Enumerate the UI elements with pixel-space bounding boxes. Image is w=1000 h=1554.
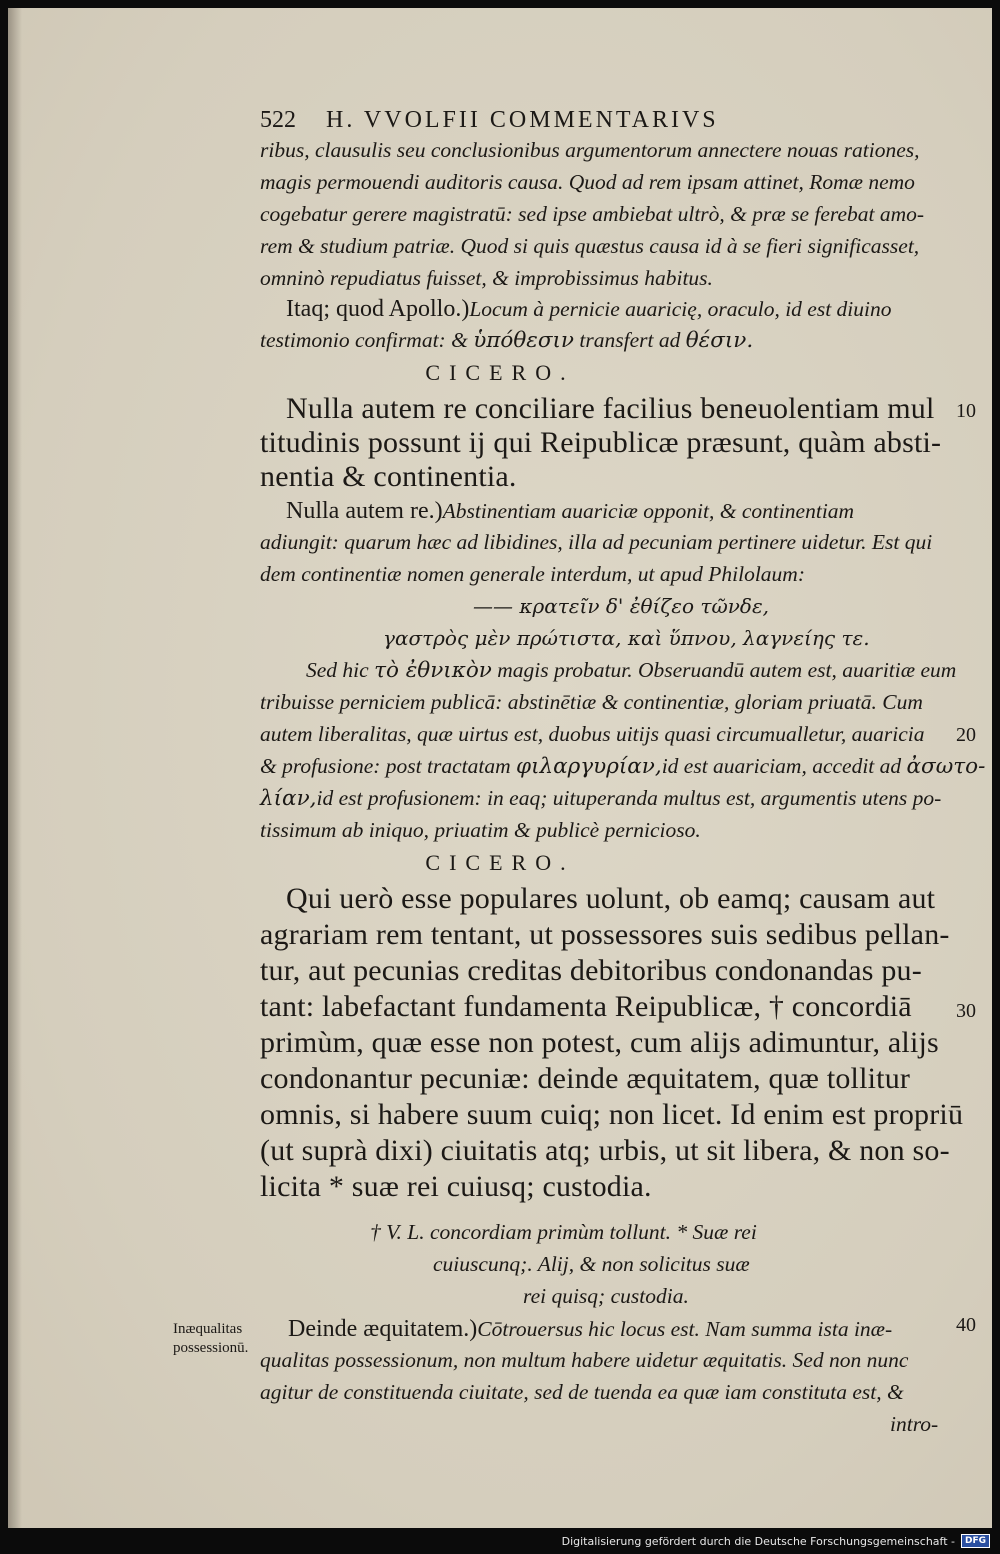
footer-credit: Digitalisierung gefördert durch die Deutsche Forschungsgemeinschaft -	[561, 1534, 955, 1548]
text-line: Itaq; quod Apollo.)Locum à pernicie auaricię, oraculo, id est diuino	[286, 296, 892, 322]
text-line: λίαν,id est profusionem: in eaq; uituperanda multus est, argumentis utens po-	[260, 786, 942, 811]
greek-word: φιλαργυρίαν,	[516, 754, 662, 779]
cicero-text-line: omnis, si habere suum cuiq; non licet. Id enim est propriū	[260, 1098, 964, 1131]
text-line: testimonio confirmat: & ὑπόθεσιν transfert ad θέσιν.	[260, 328, 754, 353]
text-line: & profusione: post tractatam φιλαργυρίαν,id est auariciam, accedit ad ἀσωτο-	[260, 754, 986, 779]
catchword: intro-	[890, 1412, 939, 1436]
cicero-text-line: titudinis possunt ij qui Reipublicæ præsunt, quàm absti-	[260, 426, 942, 459]
greek-word: ἀσωτο-	[906, 754, 986, 779]
section-heading: CICERO.	[425, 360, 575, 385]
text-line: magis permouendi auditoris causa. Quod ad rem ipsam attinet, Romæ nemo	[260, 170, 915, 194]
cicero-text-line: agrariam rem tentant, ut possessores suis sedibus pellan-	[260, 918, 950, 951]
line-number: 10	[956, 400, 976, 422]
cicero-text-line: tant: labefactant fundamenta Reipublicæ, † concordiā	[260, 990, 912, 1023]
lemma: Nulla autem re.)	[286, 498, 443, 524]
greek-word: λίαν,	[260, 786, 317, 811]
text-line: tribuisse perniciem publicā: abstinētiæ & continentiæ, gloriam priuatā. Cum	[260, 690, 923, 714]
greek-verse: —— κρατεῖν δ' ἐθίζεο τῶνδε,	[473, 594, 770, 618]
text-line: rem & studium patriæ. Quod si quis quæstus causa id à se fieri significasset,	[260, 234, 920, 258]
variant-reading: rei quisq; custodia.	[523, 1284, 689, 1308]
text-line: Sed hic τὸ ἐθνικὸν magis probatur. Obseruandū autem est, auaritiæ eum	[306, 658, 957, 683]
section-heading: CICERO.	[425, 850, 575, 875]
line-number: 20	[956, 724, 976, 746]
greek-word: θέσιν.	[685, 328, 754, 353]
cicero-text-line: condonantur pecuniæ: deinde æquitatem, quæ tollitur	[260, 1062, 911, 1095]
greek-word: τὸ ἐθνικὸν	[374, 658, 492, 683]
text-line: cogebatur gerere magistratū: sed ipse ambiebat ultrò, & præ se ferebat amo-	[260, 202, 925, 226]
running-head	[260, 107, 719, 134]
variant-reading: cuiuscunq;. Alij, & non solicitus suæ	[433, 1252, 750, 1276]
running-title: H. VVOLFII COMMENTARIVS	[326, 107, 719, 133]
text-line: Deinde æquitatem.)Cōtrouersus hic locus est. Nam summa ista inæ-	[288, 1316, 893, 1342]
cicero-text-line: (ut suprà dixi) ciuitatis atq; urbis, ut sit libera, & non so-	[260, 1134, 950, 1167]
text-line: dem continentiæ nomen generale interdum, ut apud Philolaum:	[260, 562, 805, 586]
text-line: ribus, clausulis seu conclusionibus argumentorum annectere nouas rationes,	[260, 138, 920, 162]
text-line: tissimum ab iniquo, priuatim & publicè pernicioso.	[260, 818, 701, 842]
dfg-logo-icon: DFG	[961, 1534, 990, 1548]
cicero-text-line: Qui uerò esse populares uolunt, ob eamq; causam aut	[286, 882, 936, 915]
book-page	[8, 8, 992, 1528]
line-number: 30	[956, 1000, 976, 1022]
lemma: Deinde æquitatem.)	[288, 1316, 478, 1342]
text-line: agitur de constituenda ciuitate, sed de tuenda ea quæ iam constituta est, &	[260, 1380, 904, 1404]
cicero-text-line: tur, aut pecunias creditas debitoribus condonandas pu-	[260, 954, 922, 987]
text-line: omninò repudiatus fuisset, & improbissimus habitus.	[260, 266, 713, 290]
cicero-text-line: licita * suæ rei cuiusq; custodia.	[260, 1170, 652, 1203]
text-line: autem liberalitas, quæ uirtus est, duobus uitijs quasi circumualletur, auaricia	[260, 722, 925, 746]
line-number: 40	[956, 1314, 976, 1336]
greek-word: ὑπόθεσιν	[473, 328, 575, 353]
margin-note: Inæqualitas possessionū.	[173, 1321, 249, 1356]
text-line: qualitas possessionum, non multum habere uidetur æquitatis. Sed non nunc	[260, 1348, 909, 1372]
greek-verse: γαστρὸς μὲν πρώτιστα, καὶ ὕπνου, λαγνείης τε.	[383, 626, 870, 650]
lemma: Itaq; quod Apollo.)	[286, 296, 470, 322]
text-line: adiungit: quarum hæc ad libidines, illa ad pecuniam pertinere uidetur. Est qui	[260, 530, 933, 554]
variant-reading: † V. L. concordiam primùm tollunt. * Suæ rei	[370, 1220, 757, 1244]
page-number: 522	[260, 107, 296, 133]
cicero-text-line: nentia & continentia.	[260, 460, 517, 493]
digitization-footer	[562, 1532, 990, 1550]
cicero-text-line: Nulla autem re conciliare facilius beneuolentiam mul	[286, 392, 935, 425]
cicero-text-line: primùm, quæ esse non potest, cum alijs adimuntur, alijs	[260, 1026, 939, 1059]
text-line: Nulla autem re.)Abstinentiam auariciæ opponit, & continentiam	[286, 498, 855, 524]
